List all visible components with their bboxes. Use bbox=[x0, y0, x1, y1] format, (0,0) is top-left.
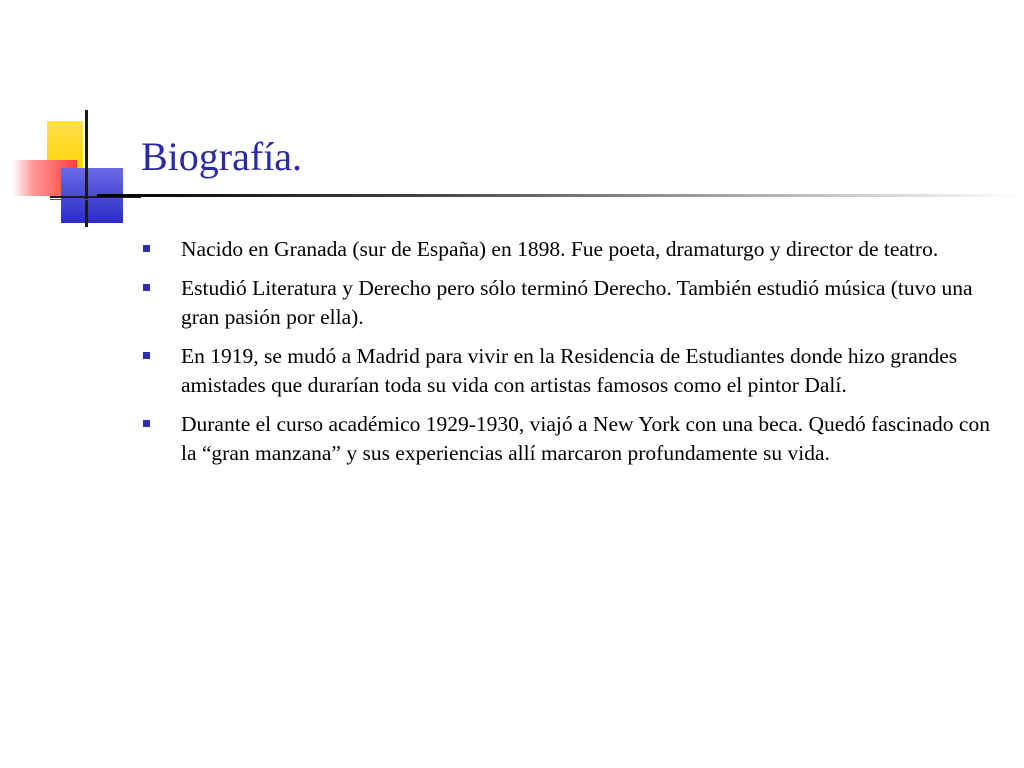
logo-horizontal-line-secondary bbox=[50, 199, 110, 200]
slide-title: Biografía. bbox=[141, 134, 303, 179]
bullet-item-new-york bbox=[143, 410, 1003, 468]
title-underline bbox=[97, 194, 1024, 197]
square-bullet-icon bbox=[143, 420, 150, 427]
bullet-text: En 1919, se mudó a Madrid para vivir en la Residencia de Estudiantes donde hizo grandes amistades que durarían toda su vida con artistas famosos como el pintor Dalí. bbox=[181, 344, 958, 397]
bullet-text: Durante el curso académico 1929-1930, viajó a New York con una beca. Quedó fascinado con la “gran manzana” y sus experiencias allí marcaron profundamente su vida. bbox=[181, 412, 990, 465]
bullet-item-studies bbox=[143, 274, 1003, 332]
square-bullet-icon bbox=[143, 245, 150, 252]
bullet-item-birth bbox=[143, 235, 1003, 264]
bullet-text: Estudió Literatura y Derecho pero sólo terminó Derecho. También estudió música (tuvo una gran pasión por ella). bbox=[181, 276, 973, 329]
square-bullet-icon bbox=[143, 352, 150, 359]
bullet-item-madrid bbox=[143, 342, 1003, 400]
square-bullet-icon bbox=[143, 284, 150, 291]
logo-vertical-line bbox=[85, 110, 88, 227]
bullet-text: Nacido en Granada (sur de España) en 1898. Fue poeta, dramaturgo y director de teatro. bbox=[181, 237, 939, 261]
bullet-list bbox=[143, 235, 1003, 478]
